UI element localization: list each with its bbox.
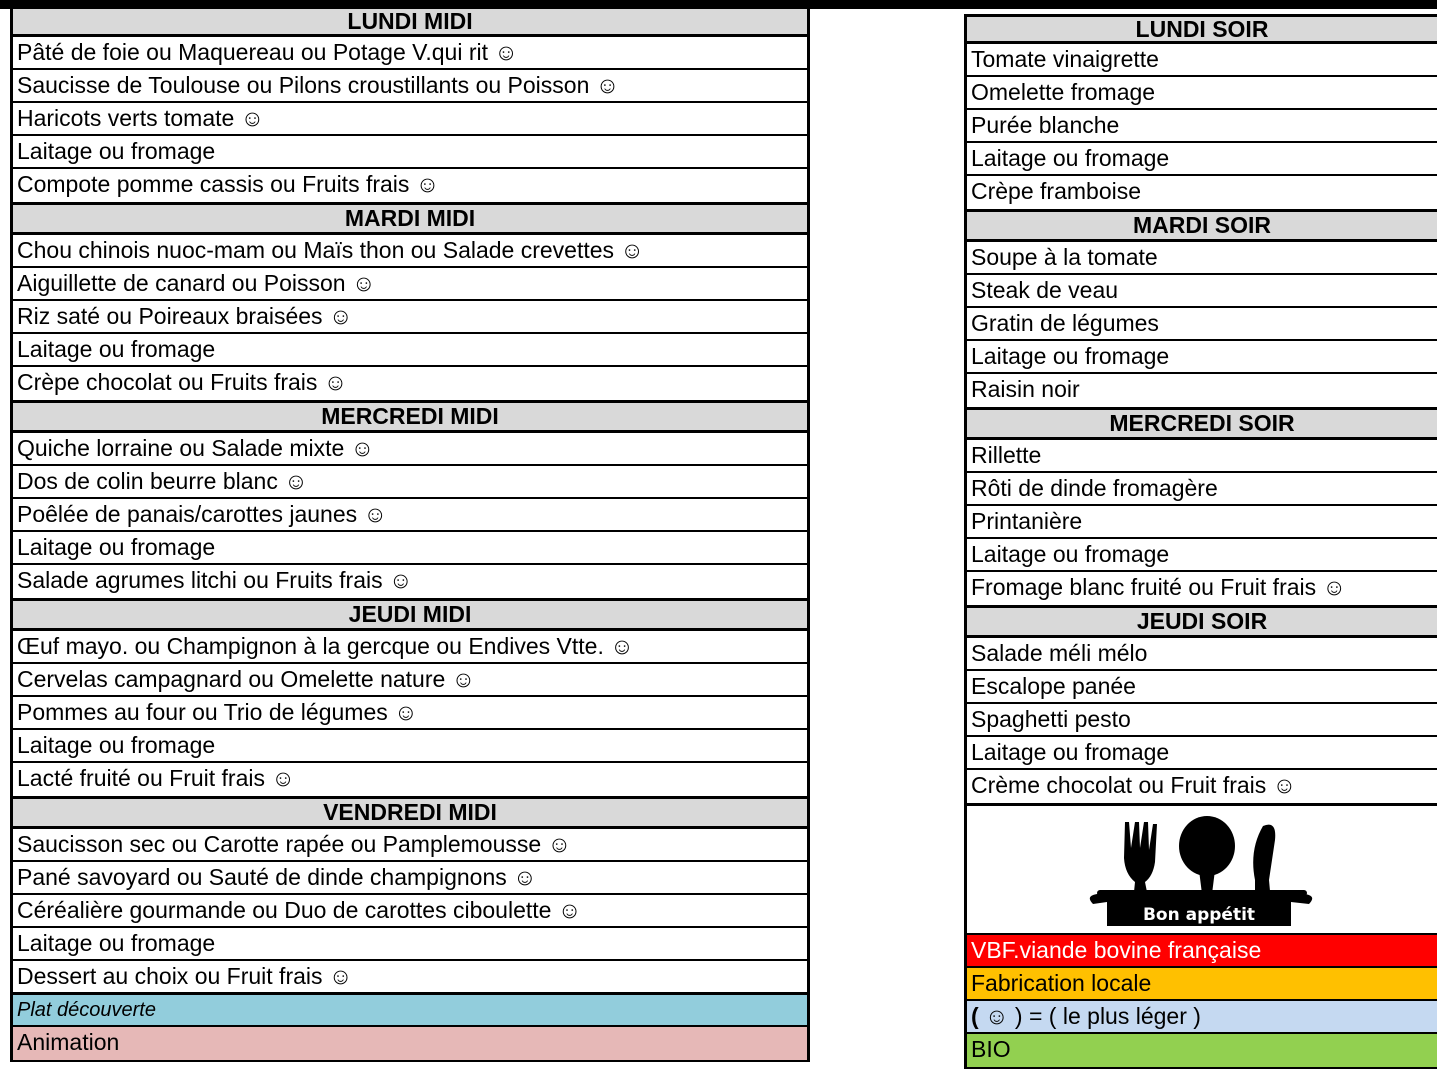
menu-item: Saucisse de Toulouse ou Pilons croustillants ou Poisson ☺	[13, 70, 807, 103]
menu-item: Cervelas campagnard ou Omelette nature ☺	[13, 664, 807, 697]
menu-item: Soupe à la tomate	[967, 242, 1437, 275]
menu-item: Steak de veau	[967, 275, 1437, 308]
menu-item: Pané savoyard ou Sauté de dinde champignons ☺	[13, 862, 807, 895]
menu-item: Raisin noir	[971, 376, 1080, 402]
menu-item: Spaghetti pesto	[967, 704, 1437, 737]
menu-item: Pommes au four ou Trio de légumes ☺	[13, 697, 807, 730]
menu-item: Poêlée de panais/carottes jaunes ☺	[13, 499, 807, 532]
legend-animation: Animation	[13, 1027, 807, 1060]
menu-item: Salade méli mélo	[967, 638, 1437, 671]
menu-item: Fromage blanc fruité ou Fruit frais ☺	[971, 574, 1347, 600]
menu-item: Printanière	[967, 506, 1437, 539]
menu-item: Rillette	[967, 440, 1437, 473]
menu-item: Compote pomme cassis ou Fruits frais ☺	[17, 171, 440, 197]
menu-item: Lacté fruité ou Fruit frais ☺	[17, 765, 295, 791]
logo-text: Bon appétit	[1142, 904, 1256, 925]
day-header: MERCREDI SOIR	[967, 407, 1437, 440]
day-header: JEUDI SOIR	[967, 605, 1437, 638]
menu-item: Salade agrumes litchi ou Fruits frais ☺	[17, 567, 413, 593]
day-header: MARDI SOIR	[967, 209, 1437, 242]
menu-item: Dos de colin beurre blanc ☺	[13, 466, 807, 499]
dinner-menu-column	[964, 14, 1437, 1069]
day-header: JEUDI MIDI	[13, 598, 807, 631]
day-header: VENDREDI MIDI	[13, 796, 807, 829]
menu-item: Laitage ou fromage	[13, 334, 807, 367]
menu-item: Gratin de légumes	[967, 308, 1437, 341]
menu-item: Pâté de foie ou Maquereau ou Potage V.qui rit ☺	[13, 37, 807, 70]
legend-bio: BIO	[967, 1034, 1437, 1067]
bon-appetit-logo	[967, 803, 1437, 935]
menu-item: Laitage ou fromage	[967, 341, 1437, 374]
menu-item: Rôti de dinde fromagère	[967, 473, 1437, 506]
menu-item: Crèpe framboise	[971, 178, 1142, 204]
legend-vbf: VBF.viande bovine française	[967, 935, 1437, 968]
menu-item: Œuf mayo. ou Champignon à la gercque ou Endives Vtte. ☺	[13, 631, 807, 664]
legend-fabrication-locale: Fabrication locale	[967, 968, 1437, 1001]
menu-item: Céréalière gourmande ou Duo de carottes ciboulette ☺	[13, 895, 807, 928]
menu-item: Laitage ou fromage	[967, 143, 1437, 176]
lunch-menu-column	[10, 9, 810, 1062]
menu-item: Laitage ou fromage	[13, 928, 807, 961]
menu-item: Laitage ou fromage	[13, 532, 807, 565]
menu-item: Aiguillette de canard ou Poisson ☺	[13, 268, 807, 301]
top-border	[0, 0, 1437, 9]
menu-item: Laitage ou fromage	[13, 730, 807, 763]
menu-item: Crème chocolat ou Fruit frais ☺	[971, 772, 1297, 798]
menu-item: Dessert au choix ou Fruit frais ☺	[13, 961, 807, 994]
menu-item: Riz saté ou Poireaux braisées ☺	[13, 301, 807, 334]
menu-item: Laitage ou fromage	[967, 737, 1437, 770]
menu-item: Crèpe chocolat ou Fruits frais ☺	[17, 369, 348, 395]
menu-item: Quiche lorraine ou Salade mixte ☺	[13, 433, 807, 466]
legend-plus-leger	[967, 1001, 1437, 1034]
cutlery-logo-icon	[1077, 810, 1327, 930]
menu-item: Haricots verts tomate ☺	[13, 103, 807, 136]
menu-item: Chou chinois nuoc-mam ou Maïs thon ou Salade crevettes ☺	[13, 235, 807, 268]
menu-item: Escalope panée	[967, 671, 1437, 704]
day-header: MARDI MIDI	[13, 202, 807, 235]
menu-item: Laitage ou fromage	[13, 136, 807, 169]
day-header: LUNDI SOIR	[967, 14, 1437, 44]
menu-item: Purée blanche	[967, 110, 1437, 143]
menu-item: Omelette fromage	[967, 77, 1437, 110]
menu-item: Saucisson sec ou Carotte rapée ou Pamplemousse ☺	[13, 829, 807, 862]
legend-plat-decouverte: Plat découverte	[13, 994, 807, 1027]
menu-item: Laitage ou fromage	[967, 539, 1437, 572]
menu-item: Tomate vinaigrette	[967, 44, 1437, 77]
day-header: LUNDI MIDI	[13, 9, 807, 37]
legend-plus-leger-text: ☺ ) = ( le plus léger )	[978, 1003, 1201, 1029]
legend-paren: (	[971, 1003, 979, 1029]
day-header: MERCREDI MIDI	[13, 400, 807, 433]
